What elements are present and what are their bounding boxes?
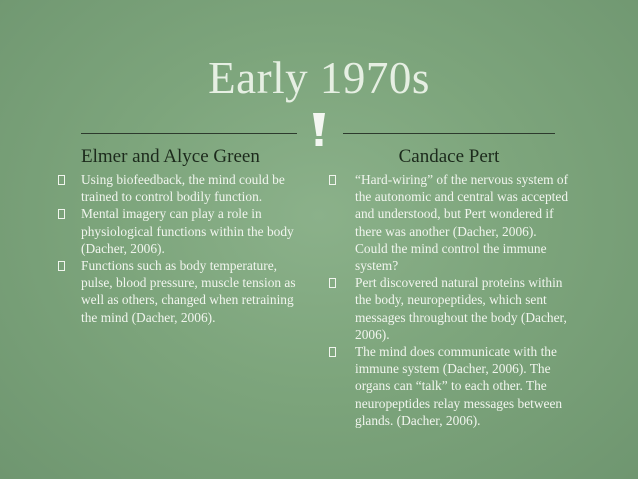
list-item [58,257,308,326]
bullet-text: Functions such as body temperature, pulse, blood pressure, muscle tension as well as others, changed when retraining the mind (Dacher, 2006). [81,258,296,325]
list-item [329,343,571,429]
list-item [329,274,571,343]
square-bullet-icon [329,278,336,288]
bullet-text: Using biofeedback, the mind could be trained to control bodily function. [81,172,285,205]
list-item [58,205,308,257]
slide-title: Early 1970s [208,53,430,103]
right-bullet-list [329,171,571,429]
bullet-text: “Hard-wiring” of the nervous system of the autonomic and central was accepted and understood, but Pert wondered if there was another (Dacher, 2006). Could the mind control the immune system? [355,172,569,274]
left-column-heading: Elmer and Alyce Green [81,146,260,167]
bullet-text: The mind does communicate with the immune system (Dacher, 2006). The organs can “talk” to each other. The neuropeptides relay messages between glands. (Dacher, 2006). [355,344,563,428]
square-bullet-icon [58,261,65,271]
square-bullet-icon [58,209,65,219]
square-bullet-icon [58,175,65,185]
right-heading-rule [343,133,555,134]
list-item [329,171,571,274]
bullet-text: Mental imagery can play a role in physiological functions within the body (Dacher, 2006). [81,206,294,256]
left-heading-rule [81,133,297,134]
square-bullet-icon [329,175,336,185]
left-bullet-list [58,171,308,326]
list-item [58,171,308,205]
right-column-heading: Candace Pert [398,146,500,167]
bullet-text: Pert discovered natural proteins within the body, neuropeptides, which sent messages throughout the body (Dacher, 2006). [355,275,567,342]
square-bullet-icon [329,347,336,357]
exclamation-icon [309,112,329,148]
